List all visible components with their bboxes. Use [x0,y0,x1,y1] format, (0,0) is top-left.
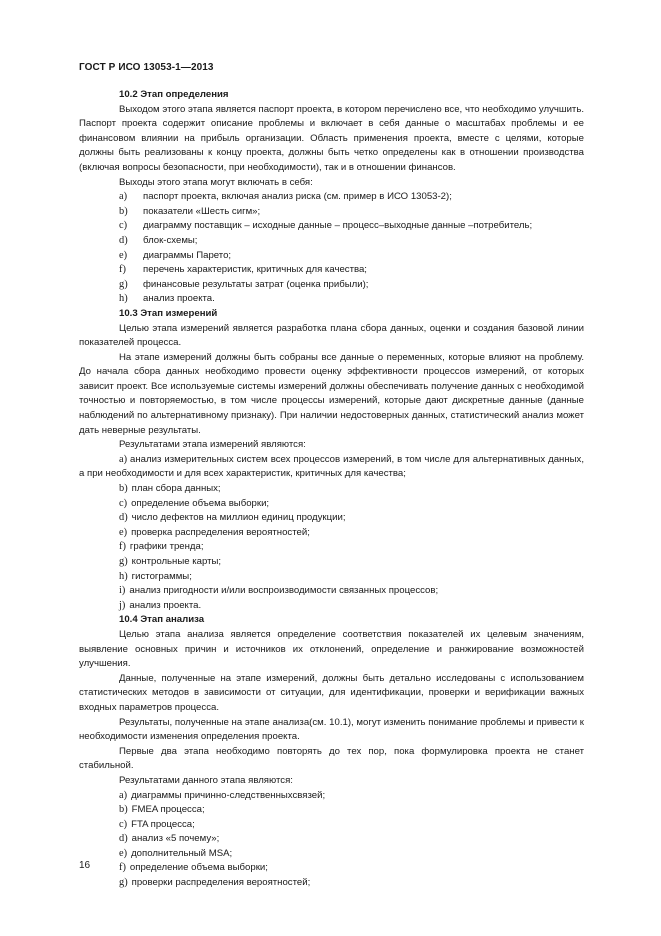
paragraph: Результатами этапа измерений являются: [119,439,306,451]
list-item [79,876,584,891]
list-marker: c) [119,818,128,830]
list-item [79,832,584,847]
list-marker: b) [119,804,128,816]
list-item-text: диаграммы причинно-следственныхсвязей; [131,789,326,801]
list-item [79,526,584,541]
list-marker: f) [119,264,126,276]
list-marker: g) [119,877,128,889]
list-marker: g) [119,556,128,567]
paragraph: Целью этапа анализа является определение соответствия показателей их целевым значениям, выявление основных причин и источников их отклонений, определение и ранжирование возможностей улучшения. [79,628,584,670]
list-marker: e) [119,847,128,859]
list-item-text: проверки распределения вероятностей; [131,877,311,889]
list-item [79,482,584,497]
list-marker: f) [119,541,126,553]
list-marker: b) [119,205,128,217]
list-10-4 [79,789,584,891]
list-marker: a) [119,191,128,203]
list-marker: c) [119,497,128,509]
paragraph: Выходом этого этапа является паспорт проекта, в котором перечислено все, что необходимо улучшить. Паспорт проекта содержит описание проблемы и включает в себя данные о масштабах проблемы и ее финансовом влиянии на прибыль организации. Область применения проекта, вместе с целями, которые должны быть реализованы к концу проекта, должны быть четко определены как в отношении производства (включая вопросы безопасности, при необходимости), так и в отношении финансов. [79,103,584,173]
list-marker: i) [119,585,126,597]
list-marker: j) [119,599,126,611]
page-content [79,88,584,891]
list-marker: h) [119,570,128,582]
list-item [79,511,584,526]
list-item [79,584,584,599]
paragraph: Целью этапа измерений является разработка плана сбора данных, оценки и создания базовой линии показателей процесса. [79,322,584,349]
list-item-text: перечень характеристик, критичных для качества; [143,264,367,276]
list-marker: a) [119,453,128,465]
list-item-text: дополнительный MSA; [131,847,233,859]
list-item-text: диаграмму поставщик – исходные данные – процесс–выходные данные –потребитель; [143,220,533,232]
section-heading-10-4: 10.4 Этап анализа [119,614,205,626]
list-item-text: анализ измерительных систем всех процессов измерений, в том числе для альтернативных данных, а при необходимости и для всех характеристик, критичных для качества; [79,453,584,480]
list-item-text: гистограммы; [131,570,192,582]
list-item-text: определение объема выборки; [131,497,270,509]
paragraph: Результаты, полученные на этапе анализа(см. 10.1), могут изменить понимание проблемы и привести к необходимости изменения определения проекта. [79,716,584,743]
list-item-text: паспорт проекта, включая анализ риска (см. пример в ИСО 13053-2); [143,191,452,203]
list-item [79,789,584,804]
list-item [79,599,584,614]
list-10-2 [79,190,584,307]
list-marker: c) [119,220,128,232]
list-item-text: анализ пригодности и/или воспроизводимости связанных процессов; [129,585,439,597]
list-marker: h) [119,293,128,305]
section-heading-10-2: 10.2 Этап определения [119,89,229,100]
list-marker: b) [119,483,128,495]
list-item [79,219,584,234]
list-item [79,205,584,220]
list-item [79,234,584,249]
list-item-text: показатели «Шесть сигм»; [143,205,261,217]
list-item-text: блок-схемы; [143,234,198,246]
list-10-3 [79,482,584,613]
list-item [79,278,584,293]
paragraph: На этапе измерений должны быть собраны все данные о переменных, которые влияют на проблему. До начала сбора данных необходимо провести оценку эффективности процессов измерений, от которых зависит проект. Все используемые системы измерений должны обеспечивать получение данных с необходимой точностью и повторяемостью, в том числе процессы измерений, которые дают дискретные данные (данные наблюдений по альтернативному признаку). При наличии недостоверных данных, статистический анализ может дать неверные результаты. [79,351,584,436]
list-marker: d) [119,833,128,845]
list-item-text: определение объема выборки; [129,862,268,874]
paragraph: Данные, полученные на этапе измерений, должны быть детально исследованы с использованием статистических методов в зависимости от ситуации, для идентификации, проверки и верификации важных входных параметров процесса. [79,672,584,713]
list-item-text: план сбора данных; [131,483,221,495]
list-item-text: FMEA процесса; [131,804,205,816]
list-item [79,190,584,205]
list-item [79,818,584,833]
list-marker: a) [119,789,128,801]
paragraph: Выходы этого этапа могут включать в себя: [119,176,313,188]
list-item [79,453,584,482]
list-item [79,555,584,570]
list-item [79,861,584,876]
list-item-text: анализ проекта. [143,293,215,305]
list-item-text: FTA процесса; [131,818,195,830]
list-item [79,540,584,555]
list-marker: e) [119,249,128,261]
list-marker: g) [119,278,128,290]
list-item-text: проверка распределения вероятностей; [131,526,310,538]
list-item [79,292,584,307]
list-marker: d) [119,512,128,524]
section-heading-10-3: 10.3 Этап измерений [119,307,218,319]
list-marker: d) [119,234,128,246]
list-item [79,263,584,278]
list-item [79,249,584,264]
list-item-text: контрольные карты; [131,556,222,567]
paragraph: Первые два этапа необходимо повторять до тех пор, пока формулировка проекта не станет стабильной. [79,745,584,772]
list-item-text: число дефектов на миллион единиц продукции; [131,512,346,524]
list-item-text: графики тренда; [129,541,204,553]
list-item-text: финансовые результаты затрат (оценка прибыли); [143,278,369,290]
list-item-text: анализ проекта. [129,599,202,611]
list-item [79,570,584,585]
paragraph: Результатами данного этапа являются: [119,774,293,786]
list-marker: e) [119,526,128,538]
list-item [79,847,584,862]
list-item [79,803,584,818]
list-marker: f) [119,862,126,874]
document-header: ГОСТ Р ИСО 13053-1—2013 [79,62,214,73]
list-item-text: диаграммы Парето; [143,249,232,261]
list-item [79,497,584,512]
page-number: 16 [79,860,91,871]
list-item-text: анализ «5 почему»; [131,833,220,845]
